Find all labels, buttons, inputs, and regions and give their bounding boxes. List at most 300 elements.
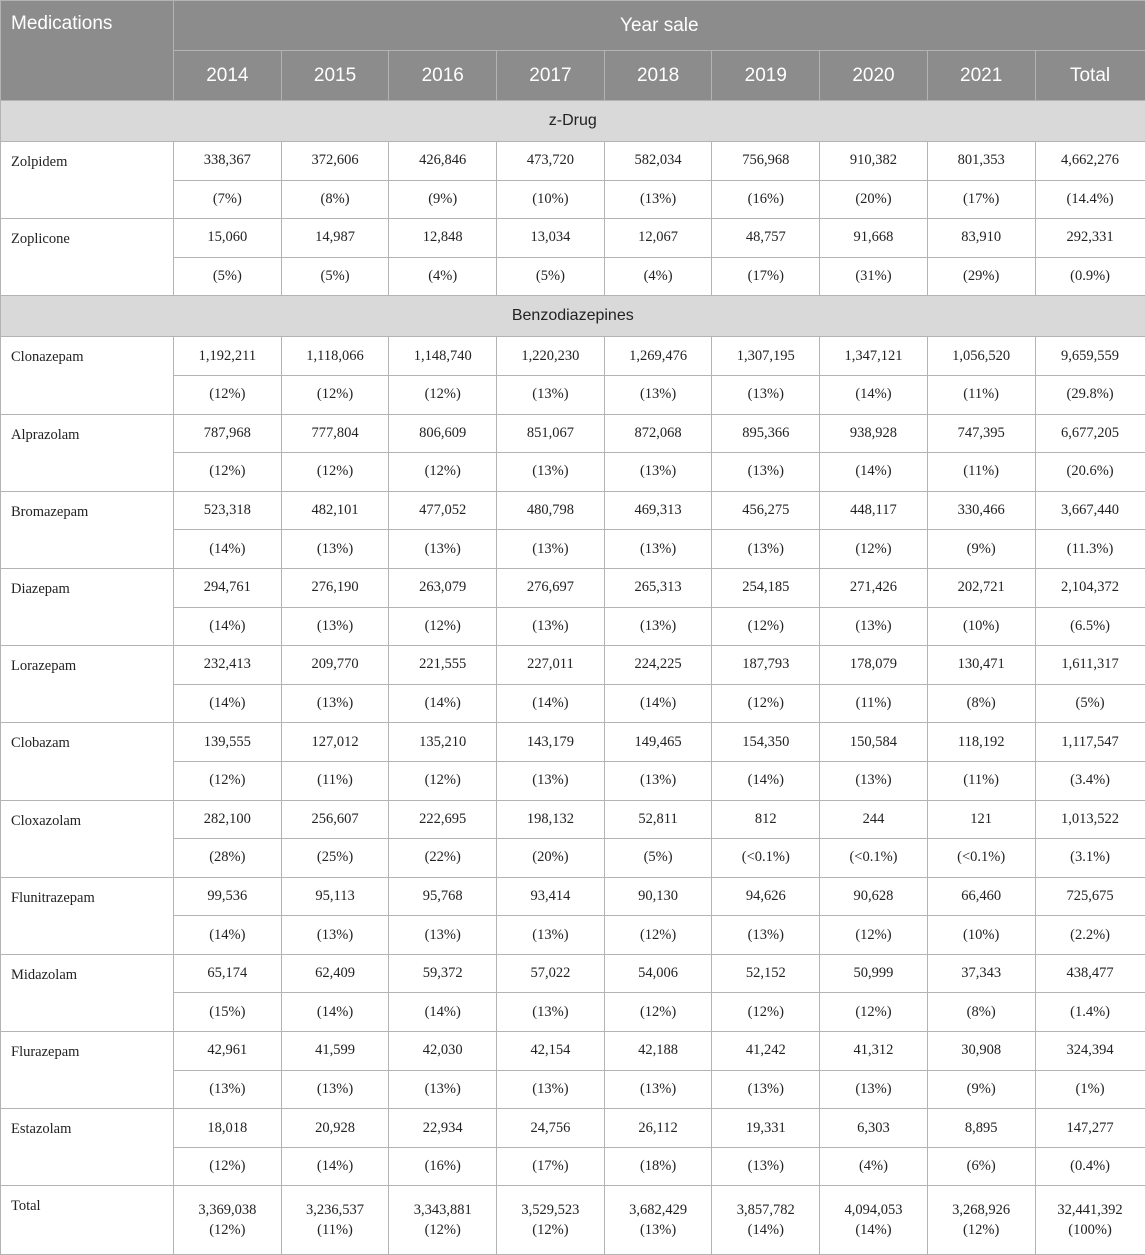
count-cell: 93,414 <box>497 877 605 916</box>
count-cell: 480,798 <box>497 491 605 530</box>
percent-cell: (13%) <box>604 1070 712 1109</box>
percent-cell: (<0.1%) <box>712 839 820 878</box>
count-cell: 127,012 <box>281 723 389 762</box>
count-cell: 90,130 <box>604 877 712 916</box>
count-cell: 42,188 <box>604 1032 712 1071</box>
total-percent: (11%) <box>282 1220 389 1240</box>
medication-name: Flurazepam <box>1 1032 174 1109</box>
percent-cell: (14%) <box>712 761 820 800</box>
percent-cell: (31%) <box>820 257 928 296</box>
percent-cell: (13%) <box>604 453 712 492</box>
percent-cell: (4%) <box>389 257 497 296</box>
percent-cell: (11%) <box>927 761 1035 800</box>
percent-cell: (13%) <box>174 1070 282 1109</box>
year-column-header: 2018 <box>604 51 712 101</box>
table-row <box>1 723 1145 762</box>
count-cell: 209,770 <box>281 646 389 685</box>
percent-cell: (10%) <box>497 180 605 219</box>
total-percent: (100%) <box>1036 1220 1145 1240</box>
count-cell: 4,662,276 <box>1035 142 1145 181</box>
percent-cell: (13%) <box>281 530 389 569</box>
percent-cell: (14%) <box>497 684 605 723</box>
percent-cell: (15%) <box>174 993 282 1032</box>
table-row <box>1 954 1145 993</box>
percent-cell: (12%) <box>281 453 389 492</box>
percent-cell: (8%) <box>927 684 1035 723</box>
total-percent: (12%) <box>389 1220 496 1240</box>
count-cell: 222,695 <box>389 800 497 839</box>
table-row <box>1 337 1145 376</box>
total-count: 3,236,537 <box>282 1200 389 1220</box>
table-row <box>1 1109 1145 1148</box>
count-cell: 187,793 <box>712 646 820 685</box>
medication-name: Diazepam <box>1 568 174 645</box>
count-cell: 1,013,522 <box>1035 800 1145 839</box>
table-row <box>1 877 1145 916</box>
count-cell: 147,277 <box>1035 1109 1145 1148</box>
percent-cell: (13%) <box>712 453 820 492</box>
count-cell: 42,154 <box>497 1032 605 1071</box>
count-cell: 330,466 <box>927 491 1035 530</box>
section-title: Benzodiazepines <box>1 296 1145 337</box>
total-row <box>1 1186 1145 1255</box>
count-cell: 6,677,205 <box>1035 414 1145 453</box>
percent-cell: (13%) <box>497 1070 605 1109</box>
percent-cell: (17%) <box>927 180 1035 219</box>
percent-cell: (22%) <box>389 839 497 878</box>
percent-cell: (14%) <box>604 684 712 723</box>
medication-name: Zolpidem <box>1 142 174 219</box>
section-row <box>1 101 1145 142</box>
count-cell: 938,928 <box>820 414 928 453</box>
percent-cell: (11%) <box>820 684 928 723</box>
table-row <box>1 568 1145 607</box>
count-cell: 1,269,476 <box>604 337 712 376</box>
medication-name: Estazolam <box>1 1109 174 1186</box>
count-cell: 83,910 <box>927 219 1035 258</box>
count-cell: 523,318 <box>174 491 282 530</box>
percent-cell: (7%) <box>174 180 282 219</box>
percent-cell: (9%) <box>389 180 497 219</box>
percent-cell: (13%) <box>712 1070 820 1109</box>
percent-cell: (14%) <box>174 916 282 955</box>
table-row <box>1 1032 1145 1071</box>
count-cell: 52,811 <box>604 800 712 839</box>
percent-cell: (13%) <box>820 761 928 800</box>
count-cell: 14,987 <box>281 219 389 258</box>
total-cell <box>820 1186 928 1255</box>
percent-cell: (13%) <box>497 375 605 414</box>
medication-name: Midazolam <box>1 954 174 1031</box>
count-cell: 95,768 <box>389 877 497 916</box>
count-cell: 227,011 <box>497 646 605 685</box>
percent-cell: (13%) <box>604 375 712 414</box>
year-column-header: 2015 <box>281 51 389 101</box>
count-cell: 851,067 <box>497 414 605 453</box>
count-cell: 59,372 <box>389 954 497 993</box>
percent-cell: (25%) <box>281 839 389 878</box>
percent-cell: (13%) <box>820 1070 928 1109</box>
percent-cell: (<0.1%) <box>927 839 1035 878</box>
total-count: 3,529,523 <box>497 1200 604 1220</box>
table-row <box>1 142 1145 181</box>
total-cell <box>927 1186 1035 1255</box>
percent-cell: (14%) <box>281 993 389 1032</box>
count-cell: 806,609 <box>389 414 497 453</box>
count-cell: 37,343 <box>927 954 1035 993</box>
percent-cell: (29.8%) <box>1035 375 1145 414</box>
table-header <box>1 1 1145 101</box>
medications-header: Medications <box>1 1 174 101</box>
count-cell: 154,350 <box>712 723 820 762</box>
percent-cell: (5%) <box>497 257 605 296</box>
percent-cell: (13%) <box>389 530 497 569</box>
count-cell: 244 <box>820 800 928 839</box>
year-column-header: 2014 <box>174 51 282 101</box>
percent-cell: (13%) <box>389 1070 497 1109</box>
count-cell: 2,104,372 <box>1035 568 1145 607</box>
percent-cell: (12%) <box>174 453 282 492</box>
percent-cell: (8%) <box>281 180 389 219</box>
year-column-header: 2021 <box>927 51 1035 101</box>
count-cell: 292,331 <box>1035 219 1145 258</box>
percent-cell: (9%) <box>927 530 1035 569</box>
count-cell: 48,757 <box>712 219 820 258</box>
count-cell: 202,721 <box>927 568 1035 607</box>
count-cell: 90,628 <box>820 877 928 916</box>
count-cell: 456,275 <box>712 491 820 530</box>
medication-name: Flunitrazepam <box>1 877 174 954</box>
medication-name: Clobazam <box>1 723 174 800</box>
percent-cell: (13%) <box>604 761 712 800</box>
count-cell: 20,928 <box>281 1109 389 1148</box>
year-column-header: 2017 <box>497 51 605 101</box>
percent-cell: (3.1%) <box>1035 839 1145 878</box>
year-column-header: 2019 <box>712 51 820 101</box>
percent-cell: (12%) <box>712 993 820 1032</box>
percent-cell: (13%) <box>820 607 928 646</box>
percent-cell: (12%) <box>174 761 282 800</box>
percent-cell: (13%) <box>497 761 605 800</box>
section-title: z-Drug <box>1 101 1145 142</box>
total-cell <box>389 1186 497 1255</box>
percent-cell: (14%) <box>174 684 282 723</box>
percent-cell: (13%) <box>497 916 605 955</box>
percent-cell: (12%) <box>604 916 712 955</box>
percent-cell: (13%) <box>604 607 712 646</box>
percent-cell: (14%) <box>174 530 282 569</box>
count-cell: 57,022 <box>497 954 605 993</box>
medication-name: Lorazepam <box>1 646 174 723</box>
percent-cell: (10%) <box>927 916 1035 955</box>
medication-name: Bromazepam <box>1 491 174 568</box>
total-count: 3,268,926 <box>928 1200 1035 1220</box>
count-cell: 22,934 <box>389 1109 497 1148</box>
count-cell: 477,052 <box>389 491 497 530</box>
count-cell: 812 <box>712 800 820 839</box>
year-column-header: 2016 <box>389 51 497 101</box>
medication-name: Alprazolam <box>1 414 174 491</box>
count-cell: 872,068 <box>604 414 712 453</box>
count-cell: 294,761 <box>174 568 282 607</box>
count-cell: 95,113 <box>281 877 389 916</box>
total-count: 3,857,782 <box>712 1200 819 1220</box>
percent-cell: (2.2%) <box>1035 916 1145 955</box>
count-cell: 135,210 <box>389 723 497 762</box>
count-cell: 54,006 <box>604 954 712 993</box>
count-cell: 895,366 <box>712 414 820 453</box>
percent-cell: (28%) <box>174 839 282 878</box>
percent-cell: (11.3%) <box>1035 530 1145 569</box>
count-cell: 256,607 <box>281 800 389 839</box>
percent-cell: (12%) <box>389 761 497 800</box>
count-cell: 121 <box>927 800 1035 839</box>
percent-cell: (13%) <box>604 180 712 219</box>
total-count: 3,343,881 <box>389 1200 496 1220</box>
percent-cell: (14.4%) <box>1035 180 1145 219</box>
count-cell: 221,555 <box>389 646 497 685</box>
percent-cell: (12%) <box>820 530 928 569</box>
count-cell: 178,079 <box>820 646 928 685</box>
percent-cell: (5%) <box>174 257 282 296</box>
total-percent: (13%) <box>605 1220 712 1240</box>
count-cell: 282,100 <box>174 800 282 839</box>
count-cell: 910,382 <box>820 142 928 181</box>
count-cell: 232,413 <box>174 646 282 685</box>
count-cell: 224,225 <box>604 646 712 685</box>
count-cell: 747,395 <box>927 414 1035 453</box>
table-row <box>1 219 1145 258</box>
section-row <box>1 296 1145 337</box>
percent-cell: (13%) <box>712 375 820 414</box>
total-percent: (12%) <box>928 1220 1035 1240</box>
percent-cell: (5%) <box>604 839 712 878</box>
percent-cell: (14%) <box>820 453 928 492</box>
count-cell: 482,101 <box>281 491 389 530</box>
total-percent: (14%) <box>820 1220 927 1240</box>
count-cell: 756,968 <box>712 142 820 181</box>
count-cell: 1,611,317 <box>1035 646 1145 685</box>
count-cell: 99,536 <box>174 877 282 916</box>
count-cell: 9,659,559 <box>1035 337 1145 376</box>
count-cell: 271,426 <box>820 568 928 607</box>
year-column-header: 2020 <box>820 51 928 101</box>
count-cell: 150,584 <box>820 723 928 762</box>
medication-name: Zoplicone <box>1 219 174 296</box>
count-cell: 24,756 <box>497 1109 605 1148</box>
count-cell: 263,079 <box>389 568 497 607</box>
percent-cell: (20.6%) <box>1035 453 1145 492</box>
count-cell: 3,667,440 <box>1035 491 1145 530</box>
count-cell: 448,117 <box>820 491 928 530</box>
count-cell: 12,848 <box>389 219 497 258</box>
total-cell <box>604 1186 712 1255</box>
percent-cell: (8%) <box>927 993 1035 1032</box>
percent-cell: (11%) <box>927 453 1035 492</box>
count-cell: 1,117,547 <box>1035 723 1145 762</box>
percent-cell: (12%) <box>820 916 928 955</box>
count-cell: 8,895 <box>927 1109 1035 1148</box>
count-cell: 1,056,520 <box>927 337 1035 376</box>
percent-cell: (18%) <box>604 1147 712 1186</box>
percent-cell: (17%) <box>712 257 820 296</box>
table-row <box>1 414 1145 453</box>
count-cell: 338,367 <box>174 142 282 181</box>
percent-cell: (12%) <box>820 993 928 1032</box>
percent-cell: (<0.1%) <box>820 839 928 878</box>
percent-cell: (12%) <box>389 607 497 646</box>
percent-cell: (12%) <box>389 375 497 414</box>
percent-cell: (14%) <box>389 684 497 723</box>
table-row <box>1 491 1145 530</box>
percent-cell: (29%) <box>927 257 1035 296</box>
count-cell: 426,846 <box>389 142 497 181</box>
year-column-header: Total <box>1035 51 1145 101</box>
count-cell: 1,307,195 <box>712 337 820 376</box>
count-cell: 139,555 <box>174 723 282 762</box>
percent-cell: (12%) <box>389 453 497 492</box>
count-cell: 94,626 <box>712 877 820 916</box>
count-cell: 91,668 <box>820 219 928 258</box>
percent-cell: (0.9%) <box>1035 257 1145 296</box>
percent-cell: (16%) <box>389 1147 497 1186</box>
count-cell: 30,908 <box>927 1032 1035 1071</box>
count-cell: 1,220,230 <box>497 337 605 376</box>
count-cell: 276,697 <box>497 568 605 607</box>
percent-cell: (14%) <box>389 993 497 1032</box>
percent-cell: (17%) <box>497 1147 605 1186</box>
count-cell: 66,460 <box>927 877 1035 916</box>
count-cell: 725,675 <box>1035 877 1145 916</box>
percent-cell: (6.5%) <box>1035 607 1145 646</box>
percent-cell: (13%) <box>497 530 605 569</box>
percent-cell: (12%) <box>174 375 282 414</box>
medication-name: Clonazepam <box>1 337 174 414</box>
total-cell <box>174 1186 282 1255</box>
percent-cell: (1%) <box>1035 1070 1145 1109</box>
count-cell: 324,394 <box>1035 1032 1145 1071</box>
percent-cell: (16%) <box>712 180 820 219</box>
percent-cell: (3.4%) <box>1035 761 1145 800</box>
count-cell: 42,030 <box>389 1032 497 1071</box>
count-cell: 473,720 <box>497 142 605 181</box>
percent-cell: (13%) <box>389 916 497 955</box>
count-cell: 1,148,740 <box>389 337 497 376</box>
count-cell: 1,192,211 <box>174 337 282 376</box>
count-cell: 1,118,066 <box>281 337 389 376</box>
count-cell: 254,185 <box>712 568 820 607</box>
total-cell <box>281 1186 389 1255</box>
percent-cell: (12%) <box>174 1147 282 1186</box>
percent-cell: (13%) <box>281 1070 389 1109</box>
total-percent: (12%) <box>497 1220 604 1240</box>
total-label: Total <box>1 1186 174 1255</box>
medication-name: Cloxazolam <box>1 800 174 877</box>
total-count: 3,369,038 <box>174 1200 281 1220</box>
total-percent: (12%) <box>174 1220 281 1240</box>
percent-cell: (13%) <box>281 916 389 955</box>
count-cell: 787,968 <box>174 414 282 453</box>
percent-cell: (10%) <box>927 607 1035 646</box>
count-cell: 149,465 <box>604 723 712 762</box>
percent-cell: (14%) <box>820 375 928 414</box>
count-cell: 42,961 <box>174 1032 282 1071</box>
count-cell: 143,179 <box>497 723 605 762</box>
count-cell: 41,312 <box>820 1032 928 1071</box>
count-cell: 469,313 <box>604 491 712 530</box>
count-cell: 41,242 <box>712 1032 820 1071</box>
percent-cell: (6%) <box>927 1147 1035 1186</box>
percent-cell: (5%) <box>1035 684 1145 723</box>
total-cell <box>1035 1186 1145 1255</box>
percent-cell: (13%) <box>281 684 389 723</box>
count-cell: 65,174 <box>174 954 282 993</box>
count-cell: 777,804 <box>281 414 389 453</box>
percent-cell: (13%) <box>712 530 820 569</box>
percent-cell: (13%) <box>497 993 605 1032</box>
percent-cell: (12%) <box>712 607 820 646</box>
count-cell: 801,353 <box>927 142 1035 181</box>
percent-cell: (14%) <box>174 607 282 646</box>
count-cell: 372,606 <box>281 142 389 181</box>
count-cell: 12,067 <box>604 219 712 258</box>
count-cell: 41,599 <box>281 1032 389 1071</box>
total-count: 3,682,429 <box>605 1200 712 1220</box>
count-cell: 198,132 <box>497 800 605 839</box>
count-cell: 6,303 <box>820 1109 928 1148</box>
count-cell: 1,347,121 <box>820 337 928 376</box>
total-cell <box>497 1186 605 1255</box>
year-sale-header: Year sale <box>174 1 1145 51</box>
percent-cell: (0.4%) <box>1035 1147 1145 1186</box>
count-cell: 130,471 <box>927 646 1035 685</box>
total-cell <box>712 1186 820 1255</box>
percent-cell: (13%) <box>497 453 605 492</box>
percent-cell: (12%) <box>281 375 389 414</box>
table-row <box>1 800 1145 839</box>
count-cell: 582,034 <box>604 142 712 181</box>
percent-cell: (11%) <box>281 761 389 800</box>
count-cell: 19,331 <box>712 1109 820 1148</box>
table-body <box>1 101 1145 1255</box>
percent-cell: (4%) <box>820 1147 928 1186</box>
percent-cell: (12%) <box>604 993 712 1032</box>
count-cell: 26,112 <box>604 1109 712 1148</box>
count-cell: 276,190 <box>281 568 389 607</box>
percent-cell: (13%) <box>281 607 389 646</box>
count-cell: 50,999 <box>820 954 928 993</box>
percent-cell: (13%) <box>604 530 712 569</box>
percent-cell: (20%) <box>497 839 605 878</box>
percent-cell: (1.4%) <box>1035 993 1145 1032</box>
count-cell: 18,018 <box>174 1109 282 1148</box>
percent-cell: (12%) <box>712 684 820 723</box>
percent-cell: (13%) <box>712 1147 820 1186</box>
count-cell: 52,152 <box>712 954 820 993</box>
percent-cell: (5%) <box>281 257 389 296</box>
count-cell: 438,477 <box>1035 954 1145 993</box>
total-percent: (14%) <box>712 1220 819 1240</box>
table-row <box>1 646 1145 685</box>
count-cell: 265,313 <box>604 568 712 607</box>
percent-cell: (4%) <box>604 257 712 296</box>
count-cell: 13,034 <box>497 219 605 258</box>
count-cell: 62,409 <box>281 954 389 993</box>
total-count: 32,441,392 <box>1036 1200 1145 1220</box>
total-count: 4,094,053 <box>820 1200 927 1220</box>
percent-cell: (20%) <box>820 180 928 219</box>
count-cell: 118,192 <box>927 723 1035 762</box>
